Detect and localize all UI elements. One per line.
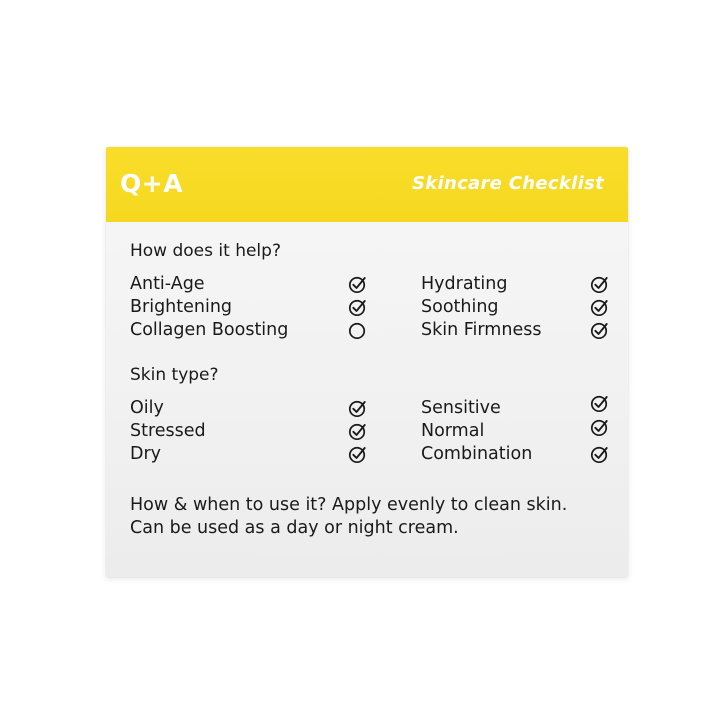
check-circle-icon (348, 422, 367, 441)
check-circle-icon (348, 298, 367, 317)
check-circle-icon (590, 394, 609, 413)
skin-type-label: Sensitive (421, 398, 501, 418)
usage-line-2: Can be used as a day or night cream. (130, 518, 459, 538)
usage-line-1: How & when to use it? Apply evenly to clean skin. (130, 495, 568, 515)
checklist-card (106, 147, 628, 577)
usage-instructions (130, 494, 610, 540)
skin-type-label: Stressed (130, 421, 206, 441)
empty-circle-icon (348, 321, 367, 340)
benefit-label: Anti-Age (130, 274, 205, 294)
benefits-question: How does it help? (130, 241, 281, 261)
card-header (106, 147, 628, 222)
check-circle-icon (590, 321, 609, 340)
checklist-title: Skincare Checklist (411, 173, 604, 194)
benefit-label: Brightening (130, 297, 233, 317)
check-circle-icon (590, 418, 609, 437)
check-circle-icon (348, 399, 367, 418)
benefit-label: Hydrating (421, 274, 508, 294)
check-circle-icon (348, 275, 367, 294)
check-circle-icon (590, 445, 609, 464)
brand-logo: Q+A (120, 169, 184, 198)
check-circle-icon (348, 445, 367, 464)
skin-type-label: Dry (130, 444, 162, 464)
skin-type-label: Normal (421, 421, 485, 441)
benefit-label: Soothing (421, 297, 499, 317)
skin-type-question: Skin type? (130, 365, 219, 385)
skin-type-label: Combination (421, 444, 533, 464)
benefit-label: Skin Firmness (421, 320, 542, 340)
skin-type-label: Oily (130, 398, 164, 418)
benefit-label: Collagen Boosting (130, 320, 289, 340)
check-circle-icon (590, 275, 609, 294)
check-circle-icon (590, 298, 609, 317)
